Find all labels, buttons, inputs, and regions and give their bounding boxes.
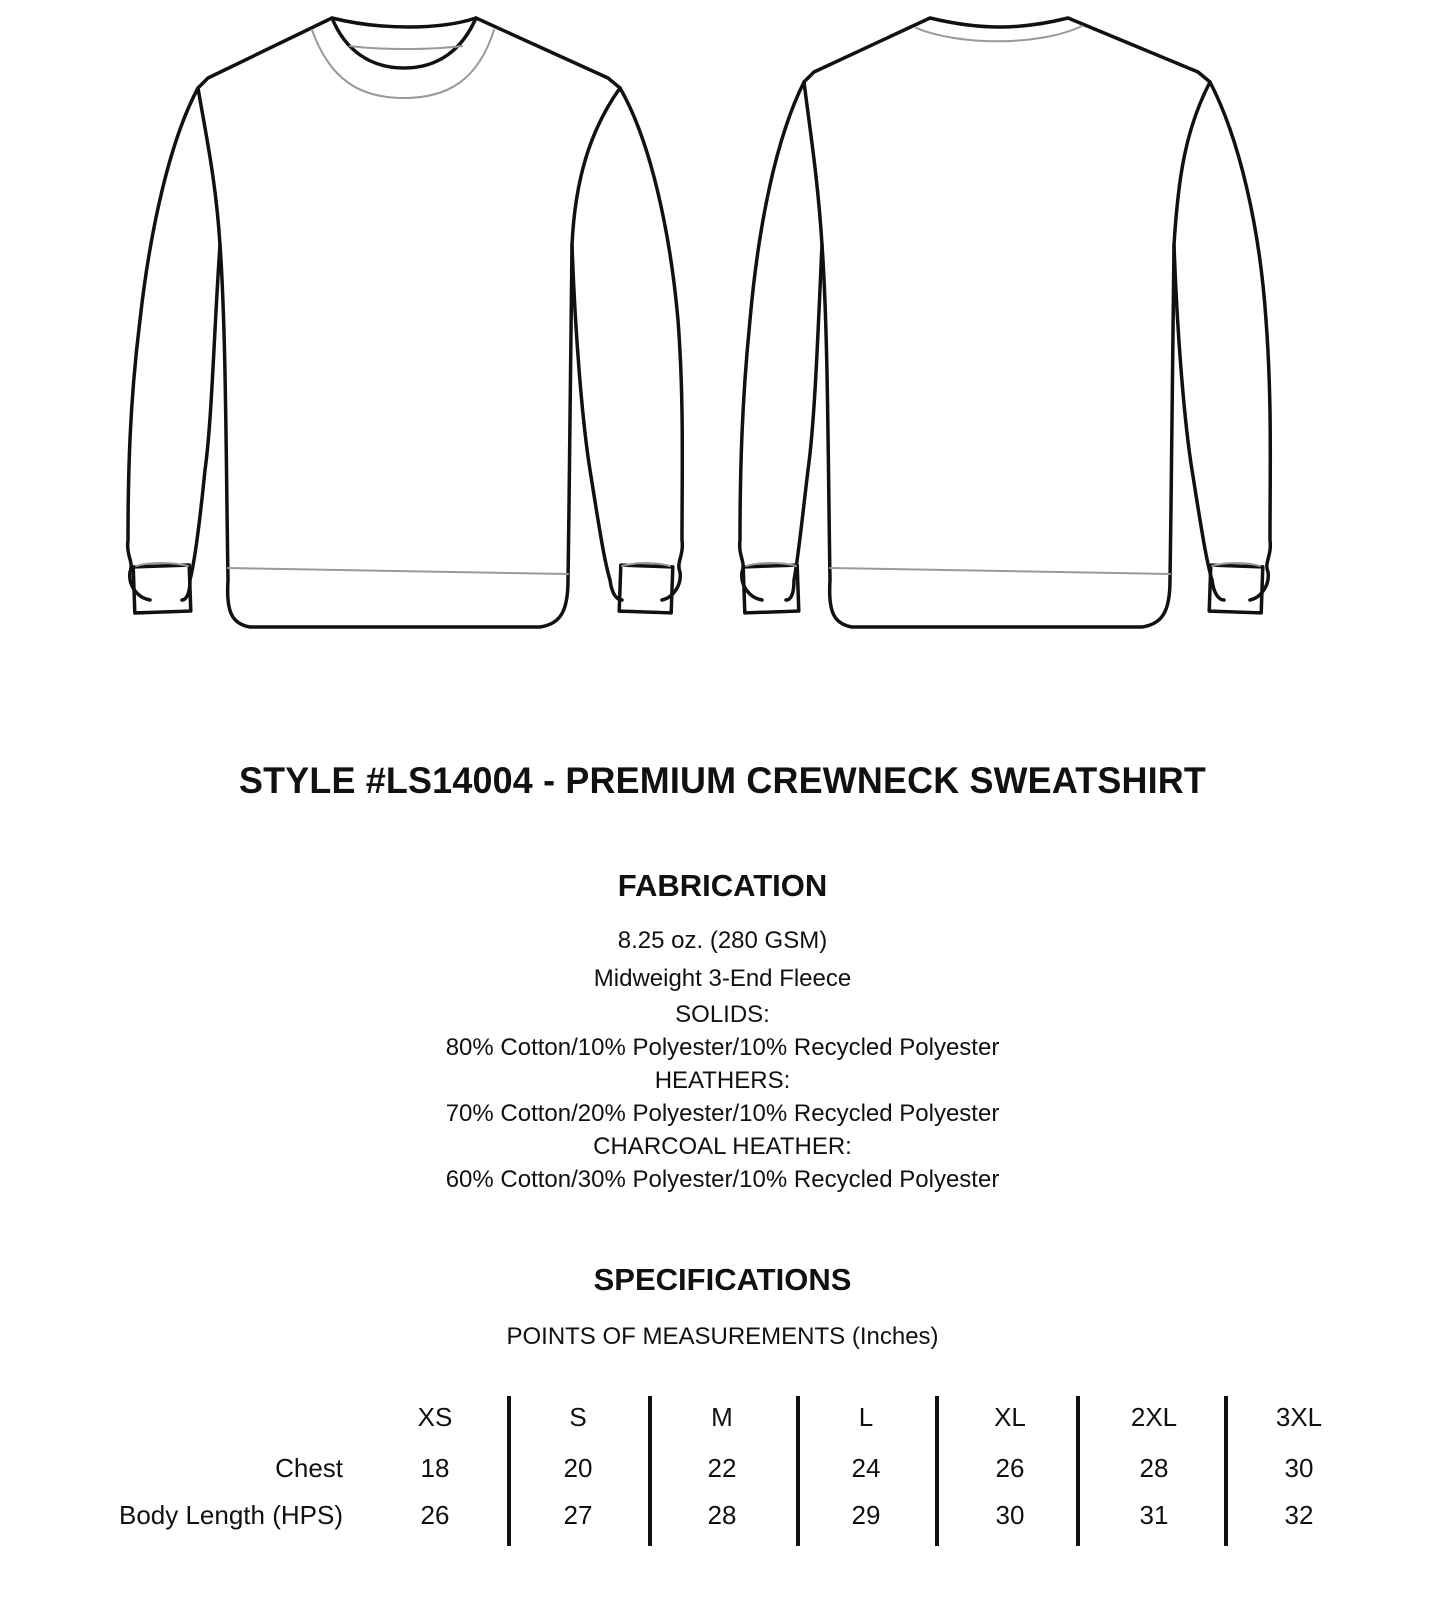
size-header-s: S bbox=[569, 1402, 587, 1432]
style-title: STYLE #LS14004 - PREMIUM CREWNECK SWEATSHIRT bbox=[238, 760, 1207, 801]
specifications-heading: SPECIFICATIONS bbox=[593, 1262, 852, 1297]
fabrication-details bbox=[0, 922, 1445, 1196]
chest-s: 20 bbox=[563, 1453, 593, 1483]
body-length-m: 28 bbox=[707, 1500, 737, 1530]
chest-xs: 18 bbox=[420, 1453, 450, 1483]
chest-3xl: 30 bbox=[1284, 1453, 1314, 1483]
column-divider bbox=[1076, 1396, 1080, 1546]
body-length-l: 29 bbox=[851, 1500, 881, 1530]
fabric-weight: 8.25 oz. (280 GSM) bbox=[617, 927, 828, 954]
size-header-2xl: 2XL bbox=[1130, 1402, 1178, 1432]
column-divider bbox=[1224, 1396, 1228, 1546]
body-length-2xl: 31 bbox=[1139, 1500, 1169, 1530]
size-header-xs: XS bbox=[417, 1402, 453, 1432]
heathers-composition: 70% Cotton/20% Polyester/10% Recycled Polyester bbox=[445, 1100, 1000, 1127]
solids-label: SOLIDS: bbox=[675, 1001, 770, 1028]
body-length-xs: 26 bbox=[420, 1500, 450, 1530]
chest-l: 24 bbox=[851, 1453, 881, 1483]
heathers-label: HEATHERS: bbox=[654, 1067, 791, 1094]
size-header-m: M bbox=[711, 1402, 733, 1432]
body-length-3xl: 32 bbox=[1284, 1500, 1314, 1530]
row-label-chest: Chest bbox=[275, 1453, 343, 1483]
fabrication-heading: FABRICATION bbox=[617, 868, 828, 903]
size-header-l: L bbox=[858, 1402, 874, 1432]
column-divider bbox=[507, 1396, 511, 1546]
column-divider bbox=[935, 1396, 939, 1546]
body-length-s: 27 bbox=[563, 1500, 593, 1530]
charcoal-heather-label: CHARCOAL HEATHER: bbox=[593, 1133, 852, 1160]
chest-2xl: 28 bbox=[1139, 1453, 1169, 1483]
points-of-measurement-label: POINTS OF MEASUREMENTS (Inches) bbox=[506, 1323, 939, 1350]
row-label-body-length: Body Length (HPS) bbox=[118, 1500, 343, 1530]
fabric-type: Midweight 3-End Fleece bbox=[593, 965, 852, 992]
sweatshirt-back-flat bbox=[720, 0, 1320, 660]
solids-composition: 80% Cotton/10% Polyester/10% Recycled Polyester bbox=[445, 1034, 1000, 1061]
body-length-xl: 30 bbox=[995, 1500, 1025, 1530]
column-divider bbox=[796, 1396, 800, 1546]
charcoal-heather-composition: 60% Cotton/30% Polyester/10% Recycled Polyester bbox=[445, 1166, 1000, 1193]
size-header-3xl: 3XL bbox=[1275, 1402, 1323, 1432]
column-divider bbox=[648, 1396, 652, 1546]
chest-xl: 26 bbox=[995, 1453, 1025, 1483]
sweatshirt-front-flat bbox=[0, 0, 720, 660]
chest-m: 22 bbox=[707, 1453, 737, 1483]
size-header-xl: XL bbox=[994, 1402, 1026, 1432]
